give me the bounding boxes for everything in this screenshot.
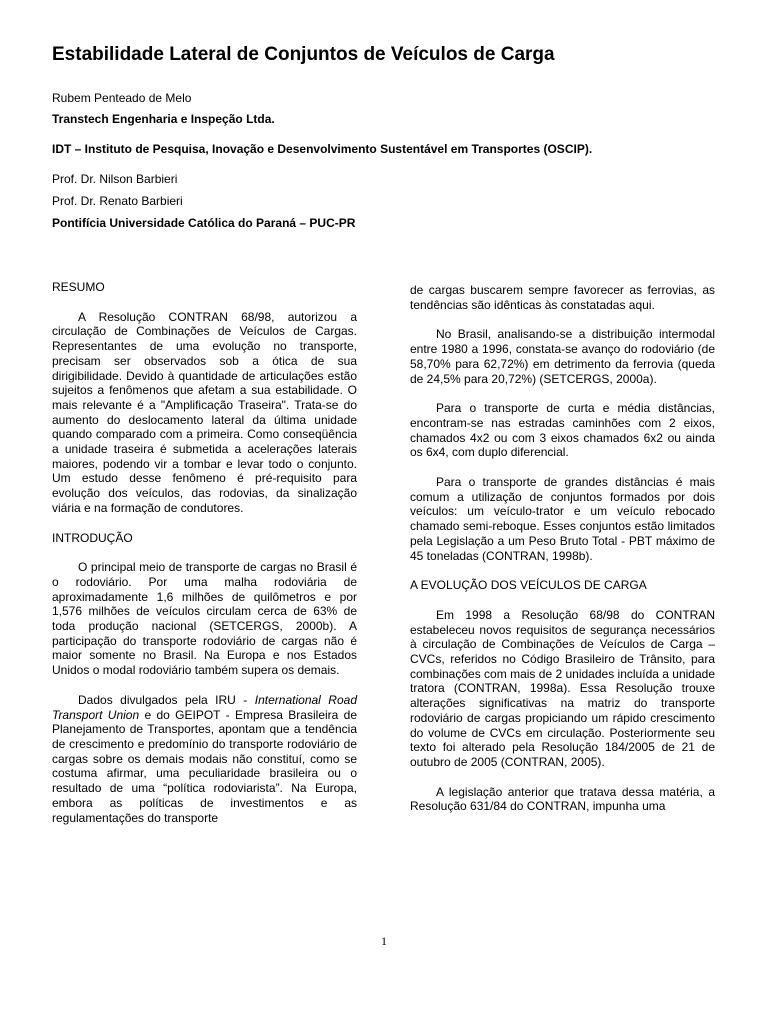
page-number: 1 (381, 934, 387, 948)
author-name-1: Rubem Penteado de Melo (52, 91, 192, 105)
introduction-paragraph-2 (52, 693, 357, 825)
paper-title: Estabilidade Lateral de Conjuntos de Veículos de Carga (52, 44, 555, 65)
right-column (410, 283, 715, 829)
brasil-paragraph: No Brasil, analisando-se a distribuição intermodal entre 1980 a 1996, constata-se avanço do rodoviário (de 58,70% para 62,72%) em detrimento da ferrovia (queda de 24,5% para 20,72%) (SETCERGS, 2000a). (410, 327, 715, 386)
left-column (52, 280, 357, 840)
author-name-3: Prof. Dr. Renato Barbieri (52, 194, 183, 208)
short-distance-paragraph: Para o transporte de curta e média distâncias, encontram-se nas estradas caminhões com 2 eixos, chamados 4x2 ou com 3 eixos chamados 6x2 ou ainda os 6x4, com duplo diferencial. (410, 401, 715, 460)
iru-full-name: International Road Transport Union (52, 692, 357, 722)
abstract-paragraph: A Resolução CONTRAN 68/98, autorizou a circulação de Combinações de Veículos de Cargas. Representantes de uma evolução no transporte, precisam ser observados sob a ótica de sua dirigibilidade. Devido à quantidade de articulações estão sujeitos a fenômenos que afetam a sua estabilidade. O mais relevante é a "Amplificação Traseira". Trata-se do aumento do deslocamento lateral da última unidade quando comparado com a primeira. Como conseqüência a unidade traseira é submetida a acelerações laterais maiores, podendo vir a tombar e levar todo o conjunto. Um estudo desse fenômeno é pré-requisito para evolução dos veículos, das rodovias, da sinalização viária e na formação de condutores. (52, 309, 357, 515)
abstract-heading: RESUMO (52, 280, 105, 294)
evolution-heading: A EVOLUÇÃO DOS VEÍCULOS DE CARGA (410, 578, 647, 593)
introduction-paragraph-1: O principal meio de transporte de cargas no Brasil é o rodoviário. Por uma malha rodoviária de aproximadamente 1,6 milhões de quilômetros e por 1,576 milhões de veículos circulam cerca de 63% de toda produção nacional (SETCERGS, 2000b). A participação do transporte rodoviário de cargas não é maior somente no Brasil. Na Europa e nos Estados Unidos o modal rodoviário também supera os demais. (52, 560, 357, 678)
resolution-1998-paragraph: Em 1998 a Resolução 68/98 do CONTRAN estabeleceu novos requisitos de segurança necessários à circulação de Combinações de Veículos de Carga – CVCs, referidos no Código Brasileiro de Trânsito, para combinações com mais de 2 unidades incluída a unidade tratora (CONTRAN, 1998a). Essa Resolução trouxe alterações significativas na matriz do transporte rodoviário de cargas propiciando um rápido crescimento do volume de CVCs em circulação. Posteriormente seu texto foi alterado pela Resolução 184/2005 de 21 de outubro de 2005 (CONTRAN, 2005). (410, 607, 715, 769)
continued-paragraph: de cargas buscarem sempre favorecer as ferrovias, as tendências são idênticas às constatadas aqui. (410, 283, 715, 312)
previous-legislation-paragraph: A legislação anterior que tratava dessa matéria, a Resolução 631/84 do CONTRAN, impunha uma (410, 784, 715, 814)
affiliation-idt: IDT – Instituto de Pesquisa, Inovação e Desenvolvimento Sustentável em Transportes (OSCIP). (52, 142, 593, 156)
long-distance-paragraph: Para o transporte de grandes distâncias é mais comum a utilização de conjuntos formados por dois veículos: um veículo-trator e um veículo rebocado chamado semi-reboque. Esses conjuntos estão limitados pela Legislação a um Peso Bruto Total - PBT máximo de 45 toneladas (CONTRAN, 1998b). (410, 475, 715, 563)
author-name-2: Prof. Dr. Nilson Barbieri (52, 172, 178, 186)
affiliation-pucpr: Pontifícia Universidade Católica do Paraná – PUC-PR (52, 216, 356, 230)
intro-p2-text-start: Dados divulgados pela IRU - (78, 692, 255, 707)
introduction-heading: INTRODUÇÃO (52, 530, 133, 545)
intro-p2-text-end: e do GEIPOT - Empresa Brasileira de Planejamento de Transportes, apontam que a tendência de crescimento e predomínio do transporte rodoviário de cargas sobre os demais modais não constituí, como se costuma afirmar, uma peculiaridade brasileira ou o resultado de uma “política rodoviarista”. Na Europa, embora as políticas de investimentos e as regulamentações do transporte (52, 707, 358, 825)
affiliation-transtech: Transtech Engenharia e Inspeção Ltda. (52, 112, 275, 126)
